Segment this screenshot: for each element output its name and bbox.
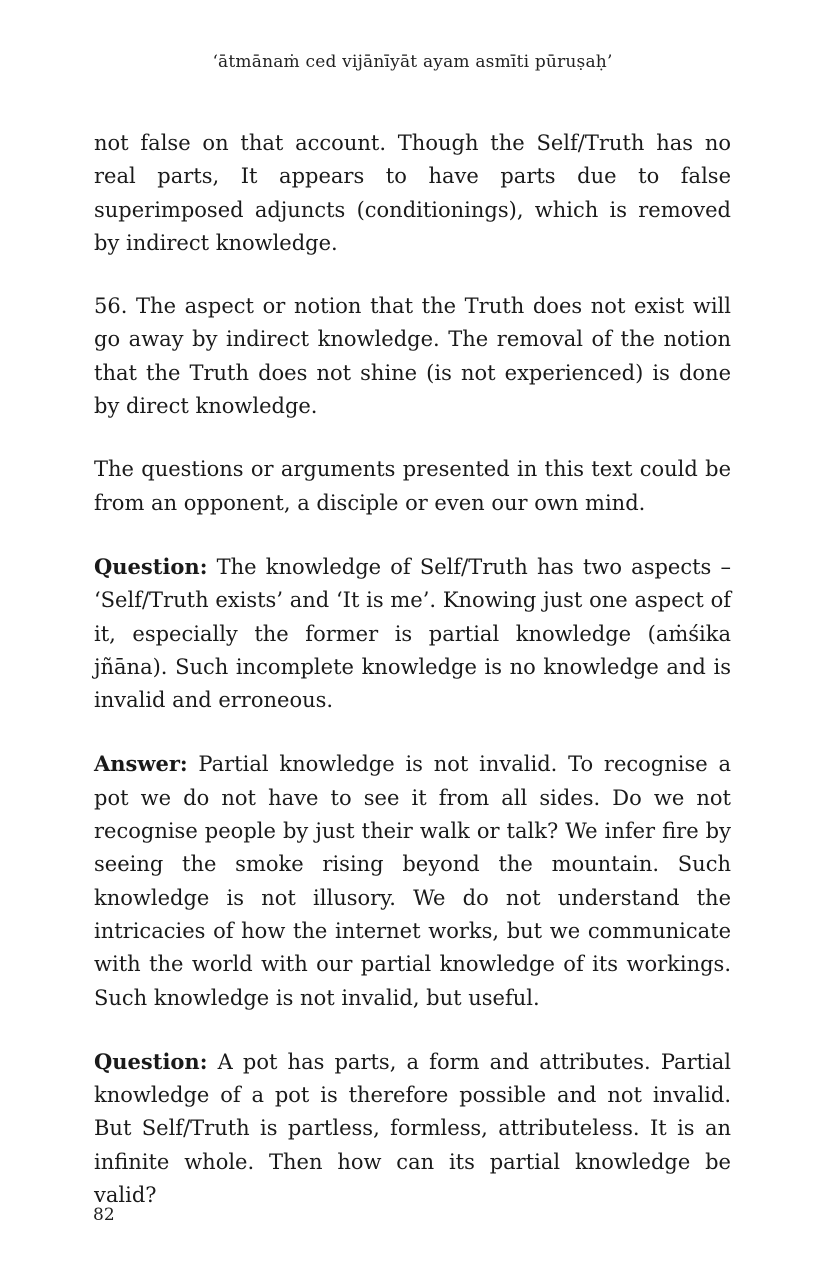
- paragraph-text: not false on that account. Though the Self/Truth has no real parts, It appears to have parts due to false superimposed adjuncts (conditionings), which is removed by indirect knowledge.: [94, 131, 731, 255]
- paragraph-question-1: [94, 550, 731, 717]
- question-label: Question:: [94, 553, 208, 579]
- page-number: 82: [93, 1205, 115, 1225]
- paragraph-note: [94, 453, 731, 520]
- paragraph-text: Partial knowledge is not invalid. To recognise a pot we do not have to see it from all sides. Do we not recognise people by just their walk or talk? We infer fire by seeing the smoke rising beyond the mountain. Such knowledge is not illusory. We do not understand the intricacies of how the internet works, but we communicate with the world with our partial knowledge of its workings. Such knowledge is not invalid, but useful.: [94, 752, 731, 1010]
- paragraph-text: The questions or arguments presented in this text could be from an opponent, a disciple or even our own mind.: [94, 457, 731, 515]
- paragraph-answer-1: [94, 747, 731, 1014]
- paragraph-continuation: [94, 127, 731, 260]
- paragraph-question-2: [94, 1045, 731, 1212]
- paragraph-text: 56. The aspect or notion that the Truth does not exist will go away by indirect knowledge. The removal of the notion that the Truth does not shine (is not experienced) is done by direct knowledge.: [94, 294, 731, 419]
- question-label: Question:: [94, 1048, 208, 1074]
- page-body: [94, 127, 731, 1242]
- paragraph-verse-56: [94, 290, 731, 423]
- running-header: ‘ātmānaṁ ced vijānīyāt ayam asmīti pūruṣaḥ’: [212, 52, 613, 72]
- paragraph-text: The knowledge of Self/Truth has two aspects – ‘Self/Truth exists’ and ‘It is me’. Knowing just one aspect of it, especially the former is partial knowledge (aṁśika jñāna). Such incomplete knowledge is no knowledge and is invalid and erroneous.: [94, 554, 731, 713]
- answer-label: Answer:: [94, 751, 188, 777]
- paragraph-text: A pot has parts, a form and attributes. Partial knowledge of a pot is therefore possible and not invalid. But Self/Truth is partless, formless, attributeless. It is an infinite whole. Then how can its partial knowledge be valid?: [94, 1049, 731, 1208]
